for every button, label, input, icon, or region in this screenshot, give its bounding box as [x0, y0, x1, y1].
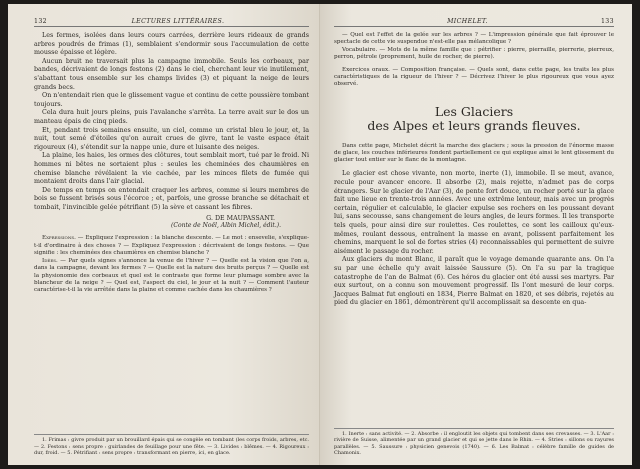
source-citation: (Conte de Noël, Albin Michel, édit.).: [171, 222, 281, 230]
exercise-continuation: — Quel est l'effet de la gelée sur les arbres ? — L'impression générale que fait éprouver le spectacle de cette vie suspendue n'est-elle pas mélancolique ?: [334, 32, 614, 46]
running-header-right: [334, 18, 614, 27]
paragraph: La plaine, les haies, les ormes des clôtures, tout semblait mort, tué par le froid. Ni hommes ni bêtes ne sortaient plus : seules les cheminées des chaumières en chemise blanche révélaient la vie cachée, par les minces filets de fumée qui montaient droits dans l'air glacial.: [34, 152, 309, 186]
left-page: [8, 4, 320, 465]
exercise-vocabulary: Vocabulaire. — Mots de la même famille que : pétrifier : pierre, pierraille, pierrerie, pierreux, perron, pétrole (proprement, huile de rocher, de pierre).: [334, 46, 614, 61]
footnote-text: 1. Inerte : sans activité. — 2. Absorbe : il engloutit les objets qui tombent dans ses crevasses. — 3. L'Aar : rivière de Suisse, alimentée par un grand glacier et qui se jette dans le Rhin. — 4. Stries : sillons ou rayures parallèles. — 5. Saussure : physicien genevois (1740). — 6. Les Balmat : célèbre famille de guides de Chamonix.: [334, 430, 614, 457]
exercise-expressions: [34, 235, 309, 257]
chapter-subtitle: des Alpes et leurs grands fleuves.: [367, 117, 581, 133]
chapter-title: Les Glaciers: [434, 103, 514, 119]
exercise-text: — Par quels signes s'annonce la venue de l'hiver ? — Quelle est la vision que l'on a, dans la campagne, devant les fermes ? — Quelle est la nature des bruits perçus ? — Quelle est la physionomie des corbeaux et quel est le contraste que forme leur plumage sombre avec la blancheur de la neige ? — Quel est, l'aspect du ciel, le jour et la nuit ? — Comment l'auteur caractérise-t-il la vie arrêtée dans la plaine et comme cachée dans les chaumières ?: [34, 257, 309, 294]
running-title-left: LECTURES LITTÉRAIRES.: [131, 18, 225, 25]
paragraph: On n'entendait rien que le glissement vague et continu de cette poussière tombant toujours.: [34, 92, 309, 108]
running-title-right: MICHELET.: [447, 18, 488, 25]
paragraph: Aux glaciers du mont Blanc, il paraît que le voyage demande quarante ans. On l'a su par une échelle qu'y avait laissée Saussure (5). On l'a su par la tragique catastrophe de l'an de Balmat (6). Ces héros du glacier ont été aussi ses martyrs. Par eux surtout, on a connu son mouvement progressif. Ils l'ont mesuré de leur corps. Jacques Balmat fut englouti en 1834, Pierre Balmat en 1820, et ses débris, rejetés au pied du glacier en 1861, démontrèrent qu'il accomplissait sa descente en qua-: [334, 256, 614, 307]
right-page: [320, 4, 632, 465]
exercise-ideas: [34, 258, 309, 295]
paragraph: Les fermes, isolées dans leurs cours carrées, derrière leurs rideaux de grands arbres poudrés de frimas (1), semblaient s'endormir sous l'accumulation de cette mousse épaisse et légère.: [34, 32, 309, 57]
exercise-label: Idées.: [42, 257, 58, 264]
exercise-label: Expressions.: [42, 235, 76, 242]
author-signature: G. DE MAUPASSANT.: [206, 215, 275, 223]
running-header-left: [34, 18, 309, 27]
paragraph: Aucun bruit ne traversait plus la campagne immobile. Seuls les corbeaux, par bandes, décrivaient de longs festons (2) dans le ciel, cherchant leur vie inutilement, s'abattant tous ensemble sur les champs livides (3) et piquant la neige de leurs grands becs.: [34, 57, 309, 91]
footnotes-left: [34, 434, 309, 457]
paragraph: De temps en temps on entendait craquer les arbres, comme si leurs membres de bois se fussent brisés sous l'écorce ; et, parfois, une grosse branche se détachait et tombait, l'invincible gelée pétrifiant (5) la sève et cassant les fibres.: [34, 186, 309, 211]
chapter-intro: Dans cette page, Michelet décrit la marche des glaciers ; sous la pression de l'énorme masse de glace, les couches inférieures fondent partiellement ce qui explique ainsi le lent glissement du glacier tout entier sur le flanc de la montagne.: [334, 142, 614, 164]
paragraph: Et, pendant trois semaines ensuite, un ciel, comme un cristal bleu le jour, et, la nuit, tout semé d'étoiles qu'on aurait crues de givre, tant le vaste espace était rigoureux (4), s'étendit sur la nappe unie, dure et luisante des neiges.: [34, 126, 309, 151]
exercise-composition: Exercices oraux. — Composition française. — Quels sont, dans cette page, les traits les plus caractéristiques de la rigueur de l'hiver ? — Décrivez l'hiver le plus rigoureux que vous ayez observé.: [334, 66, 614, 88]
paragraph: Le glacier est chose vivante, non morte, inerte (1), immobile. Il se meut, avance, recule pour avancer encore. Il absorbe (2), mais rejette, n'admet pas de corps étrangers. Sur le glacier de l'Aar (3), de pente fort douce, un rocher porté sur la glace fait une lieue en trente-trois années. Avec une extrême lenteur, mais avec un progrès certain, régulier et calculable, le glacier expulse ses rochers en les poussant devant lui, sans secousse, sans changement de leurs angles, de leurs formes. Il les transporte tels quels, pour ainsi dire sur roulettes. Ces roulettes, ce sont les cailloux qu'eux-mêmes, roulant dessous, entraînent la masse en avant, polissent parfaitement les chemins, marquent le sol de fortes stries (4) reconnaissables qui permettent de suivre aisément le passage du rocher.: [334, 170, 614, 255]
paragraph: Cela dura huit jours pleins, puis l'avalanche s'arrêta. La terre avait sur le dos un manteau épais de cinq pieds.: [34, 109, 309, 125]
footnotes-right: [334, 428, 614, 457]
open-book-spread: [8, 4, 632, 465]
exercise-text: — Expliquez l'expression : la blanche descente. — Le mot : ensevelie, s'explique-t-il d'ordinaire à des choses ? — Expliquez l'expression : décrivaient de longs festons. — Que signifie : les cheminées des chaumières en chemise blanche ?: [34, 235, 310, 257]
page-number-left: 132: [34, 18, 48, 25]
footnote-text: 1. Frimas : givre produit par un brouillard épais qui se congèle en tombant (les corps froids, arbres, etc. — 2. Festons : sens propre : guirlandes de feuillage pour une fête. — 3. Livides : blêmes. — 4. Rigoureux : dur, froid. — 5. Pétrifiant : sens propre : transformant en pierre, ici, en glace.: [34, 437, 309, 457]
page-number-right: 133: [600, 18, 614, 25]
